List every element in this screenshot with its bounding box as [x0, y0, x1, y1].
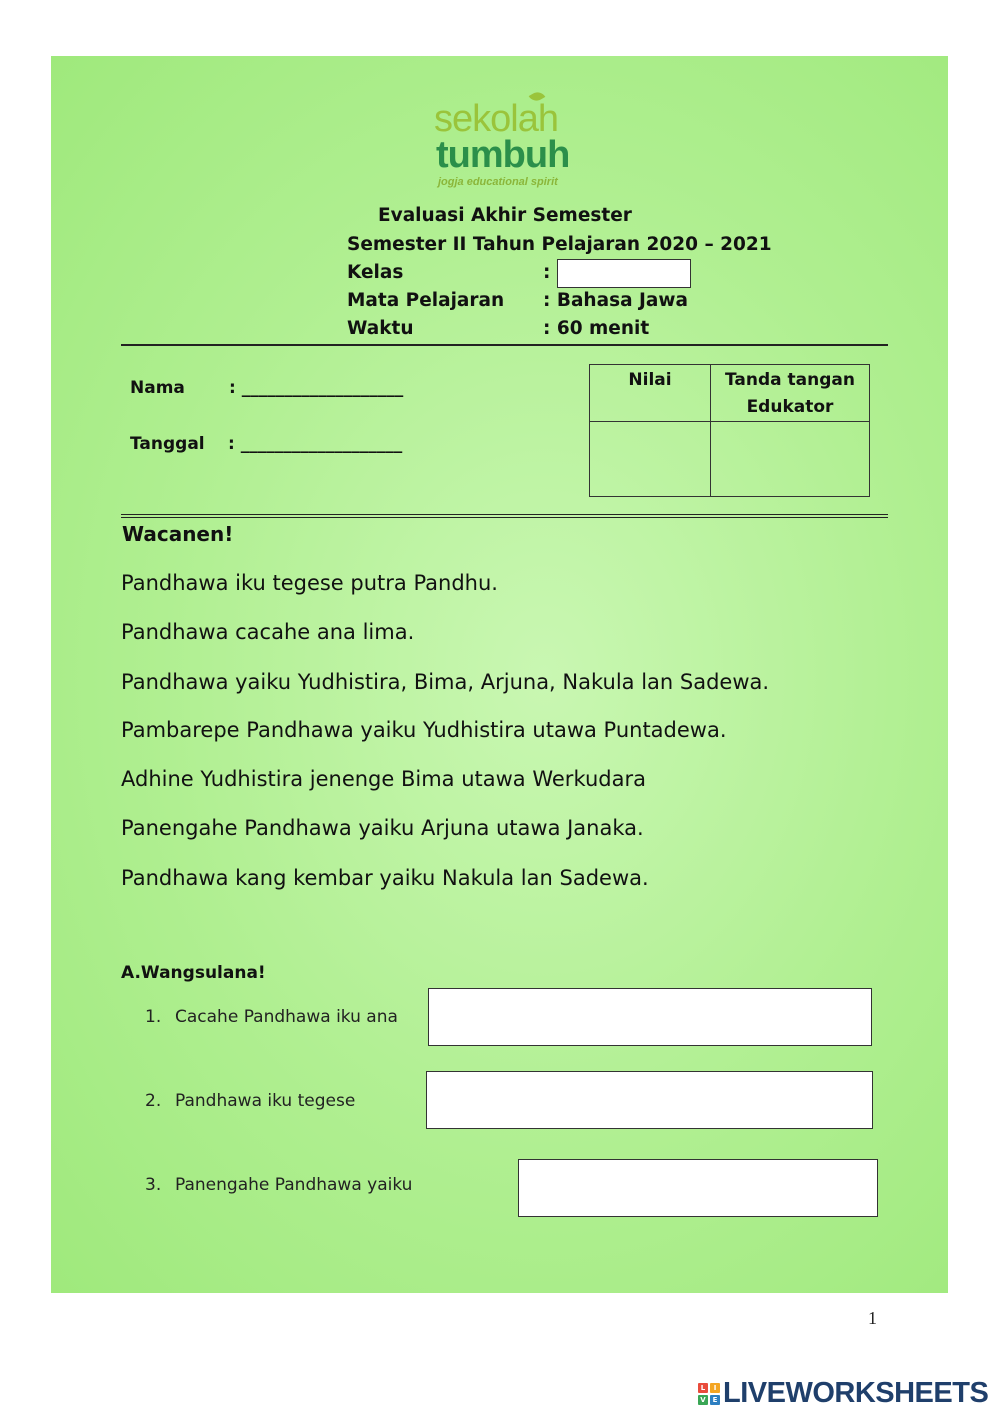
waktu-value: : 60 menit [543, 318, 650, 339]
logo-line2: tumbuh [436, 134, 570, 176]
double-divider-top [121, 514, 888, 515]
reading-heading: Wacanen! [122, 522, 234, 546]
reading-line: Pandhawa yaiku Yudhistira, Bima, Arjuna, Nakula lan Sadewa. [121, 670, 770, 694]
reading-line: Pambarepe Pandhawa yaiku Yudhistira utawa Puntadewa. [121, 718, 727, 742]
question-number: 2. [145, 1091, 162, 1111]
signature-cell [711, 422, 869, 496]
waktu-label: Waktu [347, 318, 414, 339]
section-a-title: A.Wangsulana! [121, 963, 266, 983]
tanggal-label: Tanggal [130, 434, 205, 454]
nilai-header [590, 365, 711, 422]
kelas-label: Kelas [347, 262, 404, 283]
nilai-header-label: Nilai [628, 370, 672, 390]
logo-tagline: jogja educational spirit [438, 176, 558, 188]
question-number: 1. [145, 1007, 162, 1027]
question-text: Cacahe Pandhawa iku ana [175, 1007, 398, 1027]
mapel-label: Mata Pelajaran [347, 290, 505, 311]
question-text: Pandhawa iku tegese [175, 1091, 356, 1111]
page-number: 1 [868, 1308, 877, 1328]
liveworksheets-watermark[interactable] [698, 1377, 988, 1410]
double-divider-bottom [121, 517, 888, 518]
semester-line: Semester II Tahun Pelajaran 2020 – 2021 [347, 234, 772, 255]
signature-header-line2: Edukator [746, 397, 834, 417]
reading-line: Pandhawa iku tegese putra Pandhu. [121, 571, 498, 595]
kelas-input[interactable] [557, 259, 691, 288]
signature-header [711, 365, 869, 422]
nilai-cell [590, 422, 711, 496]
score-table [589, 364, 870, 497]
question-number: 3. [145, 1175, 162, 1195]
header-divider [121, 344, 888, 346]
logo-line1: sekolah [434, 98, 558, 140]
reading-line: Pandhawa kang kembar yaiku Nakula lan Sadewa. [121, 866, 649, 890]
logo-square: I [710, 1383, 720, 1393]
tanggal-field: : ___________________ [228, 434, 403, 454]
liveworksheets-logo-icon [698, 1383, 720, 1405]
answer-input-1[interactable] [428, 988, 872, 1046]
mapel-value: : Bahasa Jawa [543, 290, 688, 311]
nama-field: : ___________________ [229, 378, 404, 398]
logo-square: V [698, 1395, 708, 1405]
kelas-separator: : [543, 262, 551, 283]
signature-header-line1: Tanda tangan [725, 370, 855, 390]
answer-input-3[interactable] [518, 1159, 878, 1217]
reading-line: Pandhawa cacahe ana lima. [121, 620, 415, 644]
logo-square: E [710, 1395, 720, 1405]
nama-label: Nama [130, 378, 185, 398]
liveworksheets-label: LIVEWORKSHEETS [723, 1377, 989, 1409]
question-text: Panengahe Pandhawa yaiku [175, 1175, 413, 1195]
answer-input-2[interactable] [426, 1071, 873, 1129]
exam-title: Evaluasi Akhir Semester [378, 205, 632, 226]
logo-square: L [698, 1383, 708, 1393]
reading-line: Panengahe Pandhawa yaiku Arjuna utawa Janaka. [121, 816, 644, 840]
reading-line: Adhine Yudhistira jenenge Bima utawa Werkudara [121, 767, 646, 791]
